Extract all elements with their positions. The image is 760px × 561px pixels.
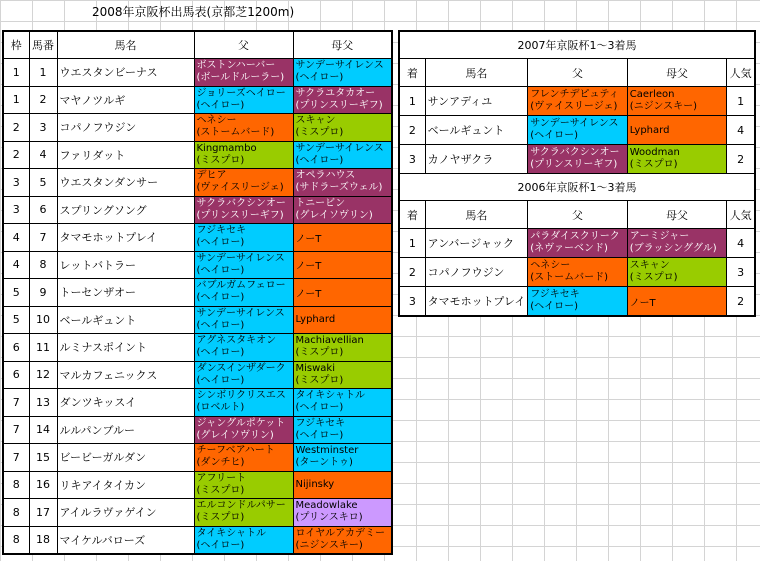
sire-cell <box>194 471 293 499</box>
damsire-cell-line: (サドラーズウェル) <box>295 182 383 194</box>
sire-cell-line: (ミスプロ) <box>196 512 245 524</box>
number-cell: 4 <box>29 141 57 169</box>
horse-name-cell: マイケルバローズ <box>57 526 194 554</box>
waku-cell: 4 <box>3 251 29 279</box>
sire-cell <box>194 59 293 87</box>
damsire-cell-line: (ミスプロ) <box>629 159 678 170</box>
sire-cell <box>194 334 293 362</box>
results-2007-title-row <box>399 31 755 59</box>
table-row <box>3 389 392 417</box>
damsire-cell-line: (ミスプロ) <box>295 347 344 359</box>
table-row <box>3 499 392 527</box>
finish-cell: 3 <box>399 287 425 317</box>
waku-cell: 8 <box>3 526 29 554</box>
damsire-cell <box>293 59 392 87</box>
damsire-cell-line: (ミスプロ) <box>295 127 344 139</box>
damsire-cell-line: サンデーサイレンス <box>295 60 384 72</box>
damsire-cell-line: トニービン <box>295 197 346 209</box>
damsire-cell-line: (プリンスリーギフ) <box>295 99 383 111</box>
damsire-cell <box>627 116 727 145</box>
waku-cell: 7 <box>3 416 29 444</box>
sire-cell-line: (プリンスリーギフ) <box>530 159 618 170</box>
past-results-table <box>398 30 756 317</box>
finish-cell: 2 <box>399 116 425 145</box>
number-cell: 18 <box>29 526 57 554</box>
sire-cell-line: (ミスプロ) <box>196 154 245 166</box>
damsire-cell-line: (ヘイロー) <box>295 154 344 166</box>
damsire-cell-line: Caerleon <box>629 89 675 100</box>
popularity-cell: 2 <box>727 145 755 174</box>
popularity-cell: 4 <box>727 229 755 258</box>
results-2007-title: 2007年京阪杯1～3着馬 <box>399 31 755 59</box>
finish-cell: 1 <box>399 87 425 116</box>
header-popularity: 人気 <box>727 201 755 229</box>
damsire-cell <box>293 526 392 554</box>
sire-cell-line: (ヘイロー) <box>196 99 245 111</box>
sire-cell <box>194 499 293 527</box>
sire-cell-line: サンデーサイレンス <box>196 252 285 264</box>
race-card-header <box>3 31 392 59</box>
header-finish: 着 <box>399 201 425 229</box>
header-popularity: 人気 <box>727 59 755 87</box>
sire-cell <box>528 258 628 287</box>
sire-cell <box>194 444 293 472</box>
damsire-cell-line: Miswaki <box>295 362 335 374</box>
damsire-cell-line: ノーT <box>295 261 322 273</box>
horse-name-cell: ベールギュント <box>425 116 528 145</box>
finish-cell: 2 <box>399 258 425 287</box>
sire-cell <box>194 114 293 142</box>
waku-cell: 7 <box>3 389 29 417</box>
sire-cell-line: (ヘイロー) <box>530 301 579 312</box>
header-horse-name: 馬名 <box>425 59 528 87</box>
damsire-cell <box>293 306 392 334</box>
damsire-cell <box>627 87 727 116</box>
sire-cell-line: ジャングルポケット <box>196 417 286 429</box>
waku-cell: 2 <box>3 114 29 142</box>
sire-cell <box>194 279 293 307</box>
horse-name-cell: ルミナスポイント <box>57 334 194 362</box>
header-number: 馬番 <box>29 31 57 59</box>
sire-cell-line: (ネヴァーベンド) <box>530 243 608 254</box>
sire-cell-line: ダンスインザダーク <box>196 362 286 374</box>
table-row <box>3 334 392 362</box>
header-waku: 枠 <box>3 31 29 59</box>
waku-cell: 8 <box>3 499 29 527</box>
damsire-cell-line: フジキセキ <box>295 417 346 429</box>
horse-name-cell: サンアディユ <box>425 87 528 116</box>
damsire-cell <box>627 258 727 287</box>
number-cell: 17 <box>29 499 57 527</box>
sire-cell-line: チーフベアハート <box>196 445 275 457</box>
number-cell: 2 <box>29 86 57 114</box>
table-row <box>399 229 755 258</box>
table-row <box>399 258 755 287</box>
results-2006-title: 2006年京阪杯1～3着馬 <box>399 174 755 201</box>
sire-cell-line: サクラバクシンオー <box>196 197 286 209</box>
sire-cell-line: タイキシャトル <box>196 527 266 539</box>
damsire-cell-line: サクラユタカオー <box>295 87 376 99</box>
table-row <box>399 87 755 116</box>
horse-name-cell: ビービーガルダン <box>57 444 194 472</box>
sire-cell-line: サクラバクシンオー <box>530 147 620 158</box>
sire-cell <box>528 87 628 116</box>
header-horse-name: 馬名 <box>425 201 528 229</box>
sire-cell-line: (プリンスリーギフ) <box>196 209 284 221</box>
damsire-cell-line: Westminster <box>295 445 359 457</box>
sire-cell-line: ヘネシー <box>196 115 237 127</box>
sire-cell-line: (グレイソヴリン) <box>196 429 274 441</box>
sire-cell-line: デヒア <box>196 170 227 182</box>
header-horse-name: 馬名 <box>57 31 194 59</box>
damsire-cell-line: ノーT <box>295 288 322 300</box>
sire-cell <box>194 141 293 169</box>
damsire-cell <box>293 334 392 362</box>
popularity-cell: 4 <box>727 116 755 145</box>
damsire-cell <box>627 145 727 174</box>
sire-cell <box>194 251 293 279</box>
damsire-cell-line: スキャン <box>629 260 670 271</box>
sire-cell <box>194 196 293 224</box>
sire-cell <box>194 526 293 554</box>
sire-cell-line: Kingmambo <box>196 142 257 154</box>
sire-cell <box>194 361 293 389</box>
horse-name-cell: タマモホットプレイ <box>425 287 528 317</box>
popularity-cell: 3 <box>727 258 755 287</box>
waku-cell: 5 <box>3 279 29 307</box>
table-row <box>3 526 392 554</box>
sire-cell-line: (ダンチヒ) <box>196 457 245 469</box>
waku-cell: 5 <box>3 306 29 334</box>
sire-cell-line: (ヴァイスリージェ) <box>196 182 284 194</box>
damsire-cell-line: Woodman <box>629 147 680 158</box>
damsire-cell <box>293 114 392 142</box>
finish-cell: 3 <box>399 145 425 174</box>
horse-name-cell: コパノフウジン <box>57 114 194 142</box>
damsire-cell <box>293 444 392 472</box>
waku-cell: 1 <box>3 59 29 87</box>
header-sire: 父 <box>194 31 293 59</box>
damsire-cell-line: (ニジンスキー) <box>629 101 698 112</box>
header-sire: 父 <box>528 201 628 229</box>
damsire-cell-line: (ミスプロ) <box>295 374 344 386</box>
damsire-cell-line: (ヘイロー) <box>295 429 344 441</box>
sire-cell-line: (ロベルト) <box>196 402 245 414</box>
sire-cell-line: パラダイスクリーク <box>530 231 620 242</box>
table-row <box>3 306 392 334</box>
damsire-cell-line: Lyphard <box>629 124 670 136</box>
damsire-cell-line: (ミスプロ) <box>629 272 678 283</box>
number-cell: 7 <box>29 224 57 252</box>
results-2007-header <box>399 59 755 87</box>
sire-cell <box>528 145 628 174</box>
horse-name-cell: リキアイタイカン <box>57 471 194 499</box>
waku-cell: 6 <box>3 334 29 362</box>
table-row <box>3 169 392 197</box>
damsire-cell <box>293 251 392 279</box>
horse-name-cell: ルルパンブルー <box>57 416 194 444</box>
damsire-cell <box>293 416 392 444</box>
header-sire: 父 <box>528 59 628 87</box>
damsire-cell <box>293 471 392 499</box>
sire-cell-line: ボストンハーバー <box>196 60 276 72</box>
number-cell: 6 <box>29 196 57 224</box>
horse-name-cell: ウエスタンダンサー <box>57 169 194 197</box>
damsire-cell <box>293 169 392 197</box>
sire-cell-line: (ヘイロー) <box>530 130 579 141</box>
number-cell: 15 <box>29 444 57 472</box>
number-cell: 10 <box>29 306 57 334</box>
sire-cell <box>194 389 293 417</box>
table-row <box>3 114 392 142</box>
sire-cell-line: (ヘイロー) <box>196 264 245 276</box>
horse-name-cell: ベールギュント <box>57 306 194 334</box>
table-row <box>3 224 392 252</box>
sire-cell-line: ヘネシー <box>530 260 571 271</box>
finish-cell: 1 <box>399 229 425 258</box>
sire-cell-line: (ヘイロー) <box>196 319 245 331</box>
damsire-cell <box>293 279 392 307</box>
sire-cell-line: フジキセキ <box>196 225 247 237</box>
horse-name-cell: トーセンザオー <box>57 279 194 307</box>
horse-name-cell: コパノフウジン <box>425 258 528 287</box>
sire-cell-line: サンデーサイレンス <box>530 118 619 129</box>
damsire-cell <box>293 361 392 389</box>
damsire-cell <box>293 499 392 527</box>
sire-cell <box>194 169 293 197</box>
horse-name-cell: タマモホットプレイ <box>57 224 194 252</box>
damsire-cell-line: スキャン <box>295 115 336 127</box>
sire-cell-line: (ヘイロー) <box>196 347 245 359</box>
sire-cell-line: (ボールドルーラー) <box>196 72 285 84</box>
table-row <box>3 444 392 472</box>
damsire-cell-line: Machiavellian <box>295 335 364 347</box>
damsire-cell-line: タイキシャトル <box>295 390 365 402</box>
table-row <box>3 471 392 499</box>
horse-name-cell: ウエスタンビーナス <box>57 59 194 87</box>
sire-cell-line: アグネスタキオン <box>196 335 277 347</box>
damsire-cell <box>627 229 727 258</box>
header-finish: 着 <box>399 59 425 87</box>
sire-cell <box>528 287 628 317</box>
sire-cell-line: エルコンドルパサー <box>196 500 286 512</box>
sire-cell-line: (ヘイロー) <box>196 539 245 551</box>
damsire-cell <box>293 224 392 252</box>
header-damsire: 母父 <box>627 59 727 87</box>
damsire-cell-line: オペラハウス <box>295 170 356 182</box>
horse-name-cell: スプリングソング <box>57 196 194 224</box>
sire-cell-line: フジキセキ <box>530 289 580 300</box>
sire-cell-line: (ヘイロー) <box>196 237 245 249</box>
waku-cell: 7 <box>3 444 29 472</box>
sire-cell-line: (ヘイロー) <box>196 292 245 304</box>
sire-cell <box>194 416 293 444</box>
table-row <box>3 141 392 169</box>
damsire-cell-line: (ブラッシンググル) <box>629 243 717 254</box>
damsire-cell-line: アーミジャー <box>629 231 690 242</box>
table-row <box>399 287 755 317</box>
damsire-cell <box>293 389 392 417</box>
number-cell: 12 <box>29 361 57 389</box>
header-damsire: 母父 <box>627 201 727 229</box>
number-cell: 1 <box>29 59 57 87</box>
table-row <box>3 416 392 444</box>
waku-cell: 1 <box>3 86 29 114</box>
damsire-cell <box>293 86 392 114</box>
table-row <box>3 251 392 279</box>
sire-cell-line: バブルガムフェロー <box>196 280 286 292</box>
number-cell: 3 <box>29 114 57 142</box>
sire-cell-line: (ヘイロー) <box>196 374 245 386</box>
damsire-cell-line: Meadowlake <box>295 500 358 512</box>
waku-cell: 3 <box>3 196 29 224</box>
sire-cell <box>194 224 293 252</box>
waku-cell: 2 <box>3 141 29 169</box>
damsire-cell-line: ノーT <box>295 233 322 245</box>
number-cell: 11 <box>29 334 57 362</box>
damsire-cell-line: (プリンスキロ) <box>295 512 363 524</box>
damsire-cell-line: (ヘイロー) <box>295 402 344 414</box>
table-row <box>399 116 755 145</box>
horse-name-cell: ダンツキッスイ <box>57 389 194 417</box>
popularity-cell: 2 <box>727 287 755 317</box>
waku-cell: 6 <box>3 361 29 389</box>
sire-cell <box>194 306 293 334</box>
sire-cell-line: アフリート <box>196 472 247 484</box>
horse-name-cell: マルカフェニックス <box>57 361 194 389</box>
race-card-title: 2008年京阪杯出馬表(京都芝1200m) <box>92 5 295 19</box>
damsire-cell-line: (ニジンスキー) <box>295 539 363 551</box>
damsire-cell-line: (ヘイロー) <box>295 72 344 84</box>
horse-name-cell: カノヤザクラ <box>425 145 528 174</box>
sire-cell-line: サンデーサイレンス <box>196 307 285 319</box>
damsire-cell-line: ノーT <box>629 297 656 309</box>
damsire-cell-line: Nijinsky <box>295 479 335 491</box>
waku-cell: 3 <box>3 169 29 197</box>
sire-cell-line: (ミスプロ) <box>196 484 245 496</box>
sire-cell <box>528 116 628 145</box>
horse-name-cell: レットバトラー <box>57 251 194 279</box>
damsire-cell-line: (ターントゥ) <box>295 457 353 469</box>
sire-cell-line: (ストームバード) <box>530 272 609 283</box>
horse-name-cell: アイルラヴァゲイン <box>57 499 194 527</box>
sire-cell-line: フレンチデピュティ <box>530 89 619 100</box>
table-row <box>3 279 392 307</box>
number-cell: 8 <box>29 251 57 279</box>
number-cell: 16 <box>29 471 57 499</box>
waku-cell: 8 <box>3 471 29 499</box>
horse-name-cell: マヤノツルギ <box>57 86 194 114</box>
horse-name-cell: ファリダット <box>57 141 194 169</box>
sire-cell <box>194 86 293 114</box>
number-cell: 13 <box>29 389 57 417</box>
results-2006-title-row <box>399 174 755 201</box>
results-2006-header <box>399 201 755 229</box>
sire-cell-line: シンボリクリスエス <box>196 390 286 402</box>
sire-cell-line: ジョリーズヘイロー <box>196 87 286 99</box>
sire-cell <box>528 229 628 258</box>
number-cell: 9 <box>29 279 57 307</box>
damsire-cell <box>627 287 727 317</box>
header-damsire: 母父 <box>293 31 392 59</box>
sire-cell-line: (ヴァイスリージェ) <box>530 101 618 112</box>
race-card-table <box>2 30 393 555</box>
table-row <box>3 361 392 389</box>
sire-cell-line: (ストームバード) <box>196 127 275 139</box>
table-row <box>3 86 392 114</box>
damsire-cell-line: ロイヤルアカデミー <box>295 527 385 539</box>
horse-name-cell: アンバージャック <box>425 229 528 258</box>
waku-cell: 4 <box>3 224 29 252</box>
damsire-cell-line: サンデーサイレンス <box>295 142 384 154</box>
damsire-cell <box>293 141 392 169</box>
damsire-cell-line: (グレイソヴリン) <box>295 209 373 221</box>
table-row <box>399 145 755 174</box>
popularity-cell: 1 <box>727 87 755 116</box>
number-cell: 14 <box>29 416 57 444</box>
damsire-cell-line: Lyphard <box>295 314 336 326</box>
damsire-cell <box>293 196 392 224</box>
table-row <box>3 196 392 224</box>
table-row <box>3 59 392 87</box>
number-cell: 5 <box>29 169 57 197</box>
